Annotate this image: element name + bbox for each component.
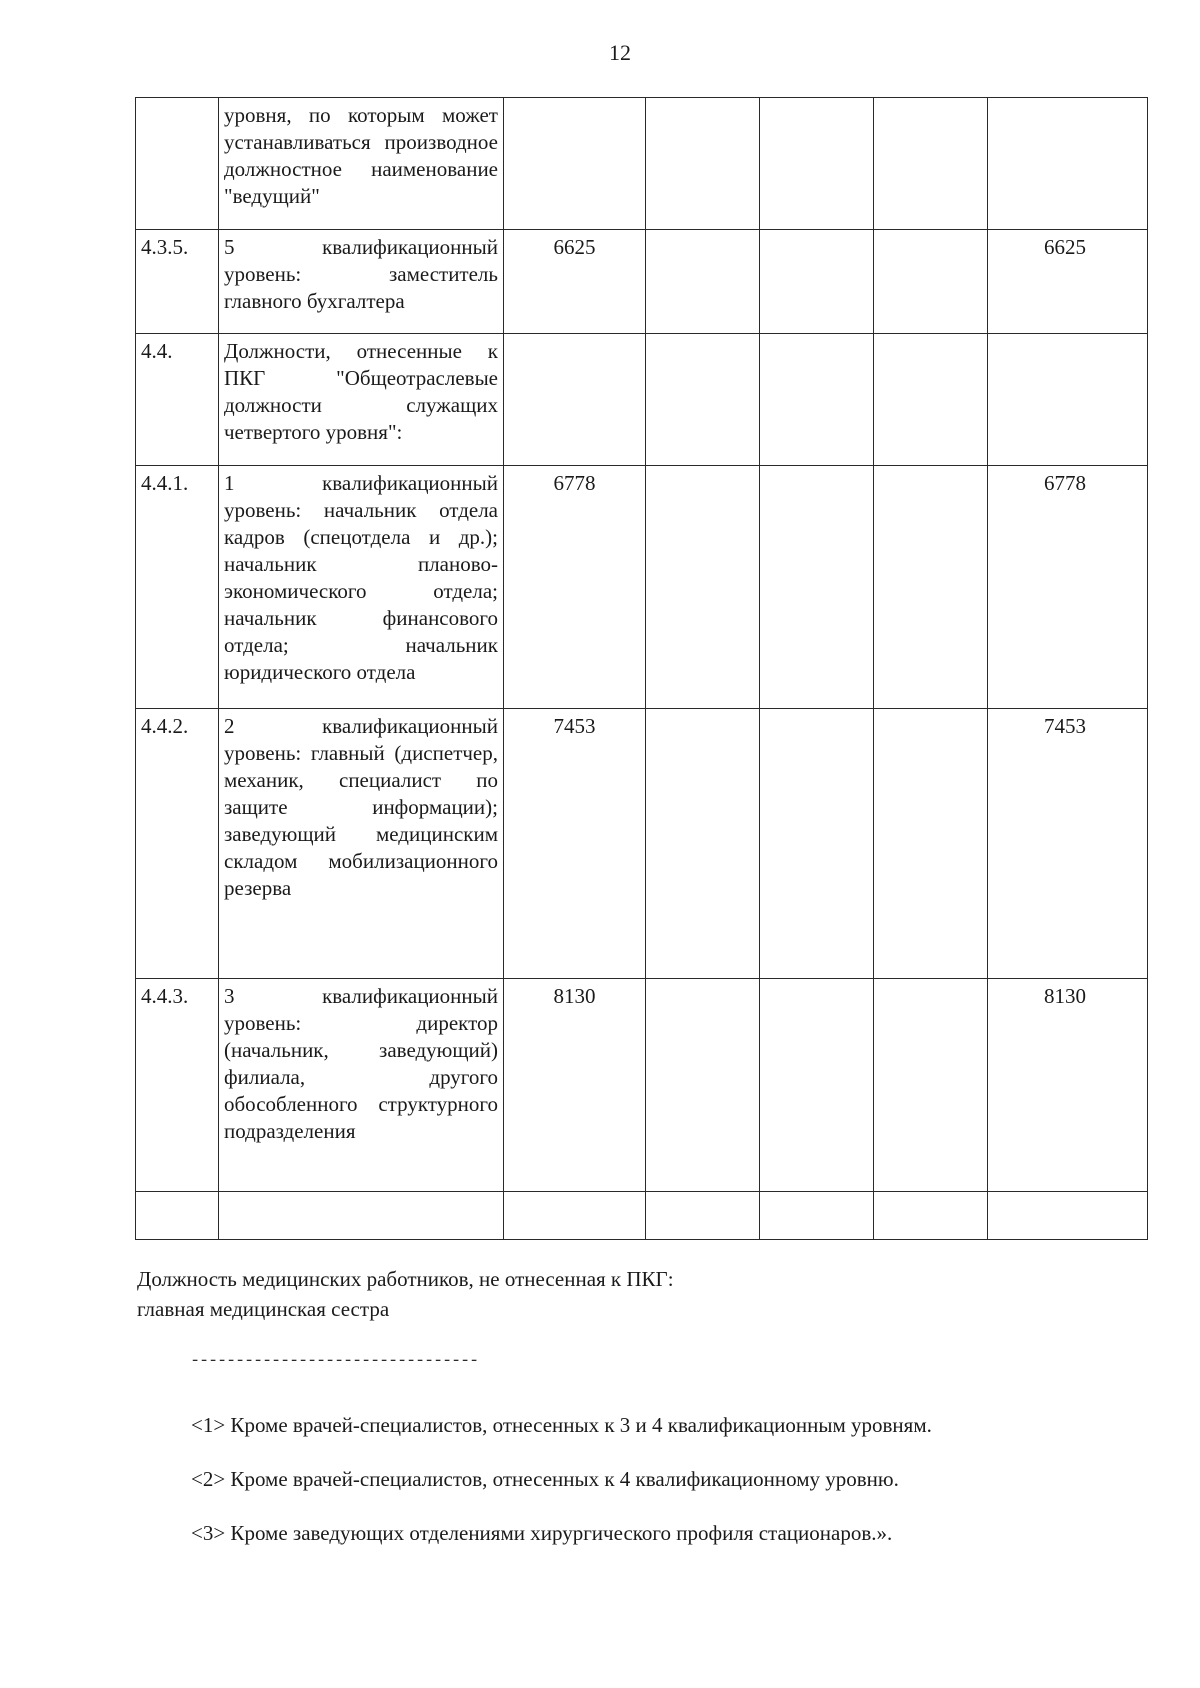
salary-cell	[646, 334, 760, 466]
row-number: 4.4.1.	[136, 466, 219, 709]
row-number: 4.4.	[136, 334, 219, 466]
table-row	[136, 979, 1148, 1192]
salary-cell	[646, 230, 760, 334]
row-number: 4.3.5.	[136, 230, 219, 334]
salary-cell	[504, 1192, 646, 1240]
salary-cell	[988, 98, 1148, 230]
salary-cell	[760, 466, 874, 709]
medical-position-note	[137, 1264, 674, 1324]
salary-cell: 6778	[988, 466, 1148, 709]
salary-table	[135, 97, 1148, 1240]
salary-cell	[646, 709, 760, 979]
salary-cell	[646, 979, 760, 1192]
table-row	[136, 1192, 1148, 1240]
position-description: 3 квалификационный уровень: директор (начальник, заведующий) филиала, другого обособленного структурного подразделения	[219, 979, 504, 1192]
salary-cell	[760, 334, 874, 466]
position-description: 1 квалификационный уровень: начальник отдела кадров (спецотдела и др.); начальник планово-экономического отдела; начальник финансового отдела; начальник юридического отдела	[219, 466, 504, 709]
salary-cell	[760, 1192, 874, 1240]
note-line: главная медицинская сестра	[137, 1297, 390, 1321]
salary-cell	[874, 709, 988, 979]
table-row	[136, 230, 1148, 334]
page-number: 12	[609, 40, 631, 65]
salary-cell: 7453	[988, 709, 1148, 979]
salary-cell	[760, 709, 874, 979]
salary-cell	[874, 1192, 988, 1240]
row-number: 4.4.3.	[136, 979, 219, 1192]
salary-cell: 6625	[504, 230, 646, 334]
salary-cell	[874, 230, 988, 334]
salary-cell	[504, 334, 646, 466]
position-description: Должности, отнесенные к ПКГ "Общеотраслевые должности служащих четвертого уровня":	[219, 334, 504, 466]
salary-cell	[646, 1192, 760, 1240]
salary-cell	[646, 98, 760, 230]
salary-cell	[646, 466, 760, 709]
row-number: 4.4.2.	[136, 709, 219, 979]
table-row	[136, 466, 1148, 709]
salary-cell	[988, 1192, 1148, 1240]
salary-cell	[988, 334, 1148, 466]
position-description: 2 квалификационный уровень: главный (диспетчер, механик, специалист по защите информации); заведующий медицинским складом мобилизационного резерва	[219, 709, 504, 979]
row-number	[136, 98, 219, 230]
salary-cell: 6778	[504, 466, 646, 709]
salary-cell	[504, 98, 646, 230]
table-row	[136, 334, 1148, 466]
footnote: <1> Кроме врачей-специалистов, отнесенных к 3 и 4 квалификационным уровням.	[191, 1413, 932, 1437]
salary-cell: 8130	[988, 979, 1148, 1192]
salary-cell: 6625	[988, 230, 1148, 334]
salary-cell	[874, 466, 988, 709]
note-line: Должность медицинских работников, не отнесенная к ПКГ:	[137, 1267, 674, 1291]
salary-cell	[760, 98, 874, 230]
salary-cell	[760, 979, 874, 1192]
table-row	[136, 98, 1148, 230]
position-description	[219, 1192, 504, 1240]
footnote: <3> Кроме заведующих отделениями хирургического профиля стационаров.».	[191, 1521, 893, 1545]
row-number	[136, 1192, 219, 1240]
salary-cell	[874, 979, 988, 1192]
salary-cell: 8130	[504, 979, 646, 1192]
salary-cell	[760, 230, 874, 334]
salary-cell	[874, 98, 988, 230]
position-description: уровня, по которым может устанавливаться производное должностное наименование "ведущий"	[219, 98, 504, 230]
footnote: <2> Кроме врачей-специалистов, отнесенных к 4 квалификационному уровню.	[191, 1467, 899, 1491]
position-description: 5 квалификационный уровень: заместитель главного бухгалтера	[219, 230, 504, 334]
table-row	[136, 709, 1148, 979]
footnote-separator: --------------------------------	[190, 1352, 479, 1371]
salary-cell: 7453	[504, 709, 646, 979]
salary-cell	[874, 334, 988, 466]
